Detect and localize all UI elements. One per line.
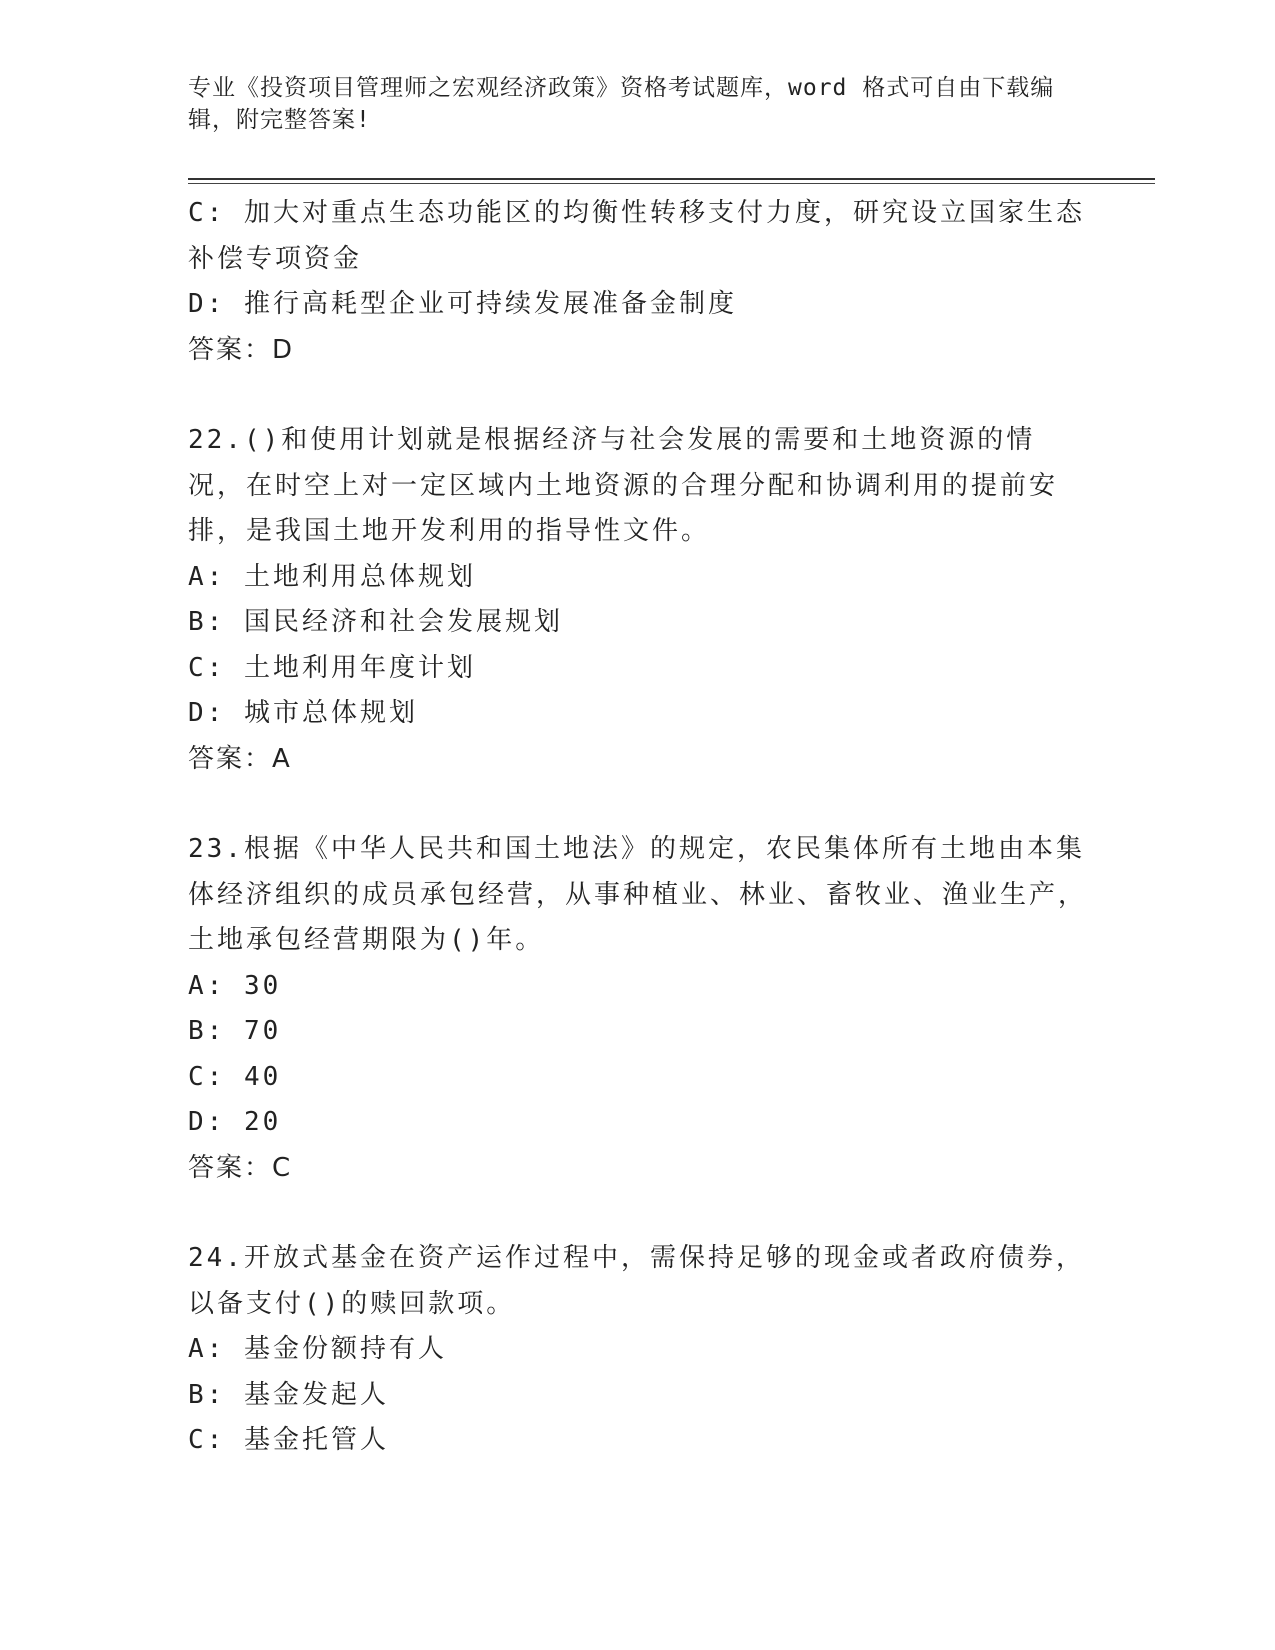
question-stem: 23.根据《中华人民共和国土地法》的规定，农民集体所有土地由本集体经济组织的成员承包经营，从事种植业、林业、畜牧业、渔业生产，土地承包经营期限为()年。 bbox=[188, 834, 1088, 955]
page-header: 专业《投资项目管理师之宏观经济政策》资格考试题库，word 格式可自由下载编辑，附完整答案! bbox=[188, 75, 1055, 133]
question-24 bbox=[188, 1236, 1088, 1464]
header-divider-thick bbox=[188, 178, 1155, 180]
option-a: A: 基金份额持有人 bbox=[188, 1334, 447, 1364]
option-d: D: 推行高耗型企业可持续发展准备金制度 bbox=[188, 289, 737, 319]
option-d: D: 城市总体规划 bbox=[188, 698, 418, 728]
answer-line: 答案：D bbox=[188, 334, 295, 365]
option-d: D: 20 bbox=[188, 1107, 282, 1137]
answer-line: 答案：C bbox=[188, 1152, 293, 1183]
question-stem: 22.()和使用计划就是根据经济与社会发展的需要和土地资源的情况，在时空上对一定区域内土地资源的合理分配和协调利用的提前安排，是我国土地开发利用的指导性文件。 bbox=[188, 425, 1059, 546]
question-stem: 24.开放式基金在资产运作过程中，需保持足够的现金或者政府债券，以备支付()的赎回款项。 bbox=[188, 1243, 1085, 1319]
question-23 bbox=[188, 827, 1088, 1191]
option-b: B: 70 bbox=[188, 1016, 282, 1046]
question-continuation bbox=[188, 191, 1088, 373]
answer-line: 答案：A bbox=[188, 743, 292, 774]
option-c: C: 基金托管人 bbox=[188, 1425, 389, 1455]
option-a: A: 30 bbox=[188, 970, 282, 1001]
option-c: C: 土地利用年度计划 bbox=[188, 652, 476, 683]
option-c: C: 40 bbox=[188, 1061, 282, 1092]
option-b: B: 基金发起人 bbox=[188, 1379, 389, 1410]
header-divider-thin bbox=[188, 183, 1155, 184]
option-b: B: 国民经济和社会发展规划 bbox=[188, 607, 563, 637]
option-a: A: 土地利用总体规划 bbox=[188, 561, 476, 592]
option-c: C: 加大对重点生态功能区的均衡性转移支付力度，研究设立国家生态补偿专项资金 bbox=[188, 198, 1085, 274]
document-body bbox=[188, 191, 1088, 1464]
question-22 bbox=[188, 418, 1088, 782]
